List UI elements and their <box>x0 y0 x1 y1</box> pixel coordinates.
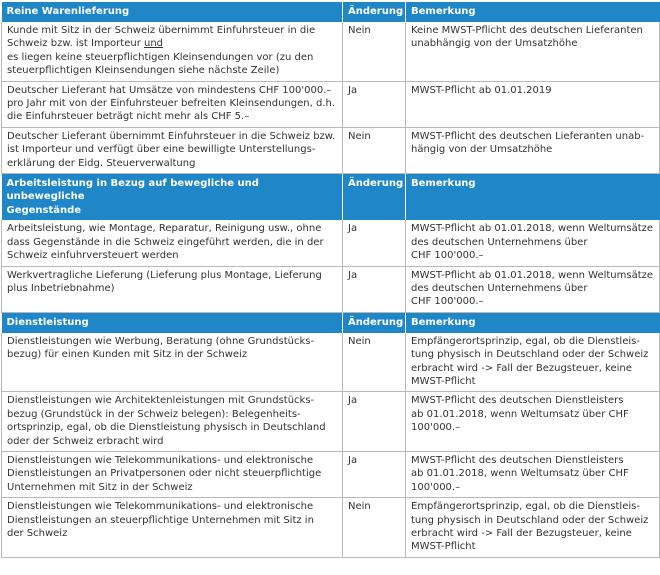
table-row <box>2 498 660 558</box>
section-header-goods <box>2 2 660 22</box>
row-remark: Keine MWST-Pflicht des deutschen Lieferanten unabhängig von der Umsatzhöhe <box>406 22 660 81</box>
table-row <box>2 127 660 173</box>
row-description: Dienstleistungen wie Werbung, Beratung (ohne Grundstücks- bezug) für einen Kunden mit Sitz in der Schweiz <box>2 333 343 392</box>
vat-overview-table <box>1 2 660 558</box>
row-description: Kunde mit Sitz in der Schweiz übernimmt Einfuhrsteuer in die Schweiz bzw. ist Importeur und es liegen keine steuerpflichtigen Kleinsendungen vor (zu den steuerpflichtigen Kleinsendungen siehe nächste Zeile) <box>2 22 343 81</box>
row-remark: Empfängerortsprinzip, egal, ob die Dienstleis- tung physisch in Deutschland oder der Schweiz erbracht wird -> Fall der Bezugsteuer, keine MWST-Pflicht <box>406 333 660 392</box>
row-change-value: Ja <box>343 266 406 312</box>
table-row <box>2 392 660 452</box>
row-description: Dienstleistungen wie Telekommunikations- und elektronische Dienstleistungen an steuerpflichtige Unternehmen mit Sitz in der Schweiz <box>2 498 343 558</box>
row-change-value: Nein <box>343 333 406 392</box>
row-description: Dienstleistungen wie Telekommunikations- und elektronische Dienstleistungen an Privatpersonen oder nicht steuerpflichtige Unternehmen mit Sitz in der Schweiz <box>2 451 343 497</box>
row-change-value: Ja <box>343 81 406 127</box>
column-header-remark: Bemerkung <box>406 312 660 333</box>
section-title: Reine Warenlieferung <box>2 2 343 22</box>
row-change-value: Ja <box>343 220 406 266</box>
column-header-change: Änderung <box>343 174 406 221</box>
row-description: Werkvertragliche Lieferung (Lieferung plus Montage, Lieferung plus Inbetriebnahme) <box>2 266 343 312</box>
row-description: Dienstleistungen wie Architektenleistungen mit Grundstücks- bezug (Grundstück in der Schweiz belegen): Belegenheits- ortsprinzip, egal, ob die Dienstleistung physisch in Deutschland oder der Schweiz erbracht wird <box>2 392 343 452</box>
desc-text: Schweiz bzw. ist Importeur <box>7 38 144 50</box>
row-remark: MWST-Pflicht des deutschen Lieferanten unab- hängig von der Umsatzhöhe <box>406 127 660 173</box>
section-header-work <box>2 174 660 221</box>
row-change-value: Nein <box>343 498 406 558</box>
underlined-word: und <box>144 38 164 50</box>
row-remark: MWST-Pflicht ab 01.01.2019 <box>406 81 660 127</box>
table-row <box>2 81 660 127</box>
section-title: Arbeitsleistung in Bezug auf bewegliche und unbewegliche Gegenstände <box>2 174 343 221</box>
row-description: Deutscher Lieferant hat Umsätze von mindestens CHF 100'000.– pro Jahr mit von der Einfuhrsteuer befreiten Kleinsendungen, d.h. die Einfuhrsteuer beträgt nicht mehr als CHF 5.– <box>2 81 343 127</box>
column-header-change: Änderung <box>343 2 406 22</box>
row-change-value: Ja <box>343 392 406 452</box>
table-row <box>2 333 660 392</box>
column-header-remark: Bemerkung <box>406 2 660 22</box>
row-change-value: Ja <box>343 451 406 497</box>
row-remark: Empfängerortsprinzip, egal, ob die Dienstleis- tung physisch in Deutschland oder der Schweiz erbracht wird -> Fall der Bezugsteuer, keine MWST-Pflicht <box>406 498 660 558</box>
table-row <box>2 22 660 81</box>
row-remark: MWST-Pflicht ab 01.01.2018, wenn Weltumsätze des deutschen Unternehmens über CHF 100'000.– <box>406 220 660 266</box>
row-change-value: Nein <box>343 22 406 81</box>
table-row <box>2 266 660 312</box>
column-header-change: Änderung <box>343 312 406 333</box>
section-title: Dienstleistung <box>2 312 343 333</box>
row-description: Deutscher Lieferant übernimmt Einfuhrsteuer in die Schweiz bzw. ist Importeur und verfügt über eine bewilligte Unterstellungs- erklärung der Eidg. Steuerverwaltung <box>2 127 343 173</box>
row-remark: MWST-Pflicht des deutschen Dienstleisters ab 01.01.2018, wenn Weltumsatz über CHF 100'000.– <box>406 451 660 497</box>
row-remark: MWST-Pflicht des deutschen Dienstleisters ab 01.01.2018, wenn Weltumsatz über CHF 100'000.– <box>406 392 660 452</box>
table-row <box>2 451 660 497</box>
column-header-remark: Bemerkung <box>406 174 660 221</box>
row-description: Arbeitsleistung, wie Montage, Reparatur, Reinigung usw., ohne dass Gegenstände in die Schweiz eingeführt werden, die in der Schweiz einfuhrversteuert werden <box>2 220 343 266</box>
table-row <box>2 220 660 266</box>
row-remark: MWST-Pflicht ab 01.01.2018, wenn Weltumsätze des deutschen Unternehmens über CHF 100'000.– <box>406 266 660 312</box>
row-change-value: Nein <box>343 127 406 173</box>
section-header-services <box>2 312 660 333</box>
